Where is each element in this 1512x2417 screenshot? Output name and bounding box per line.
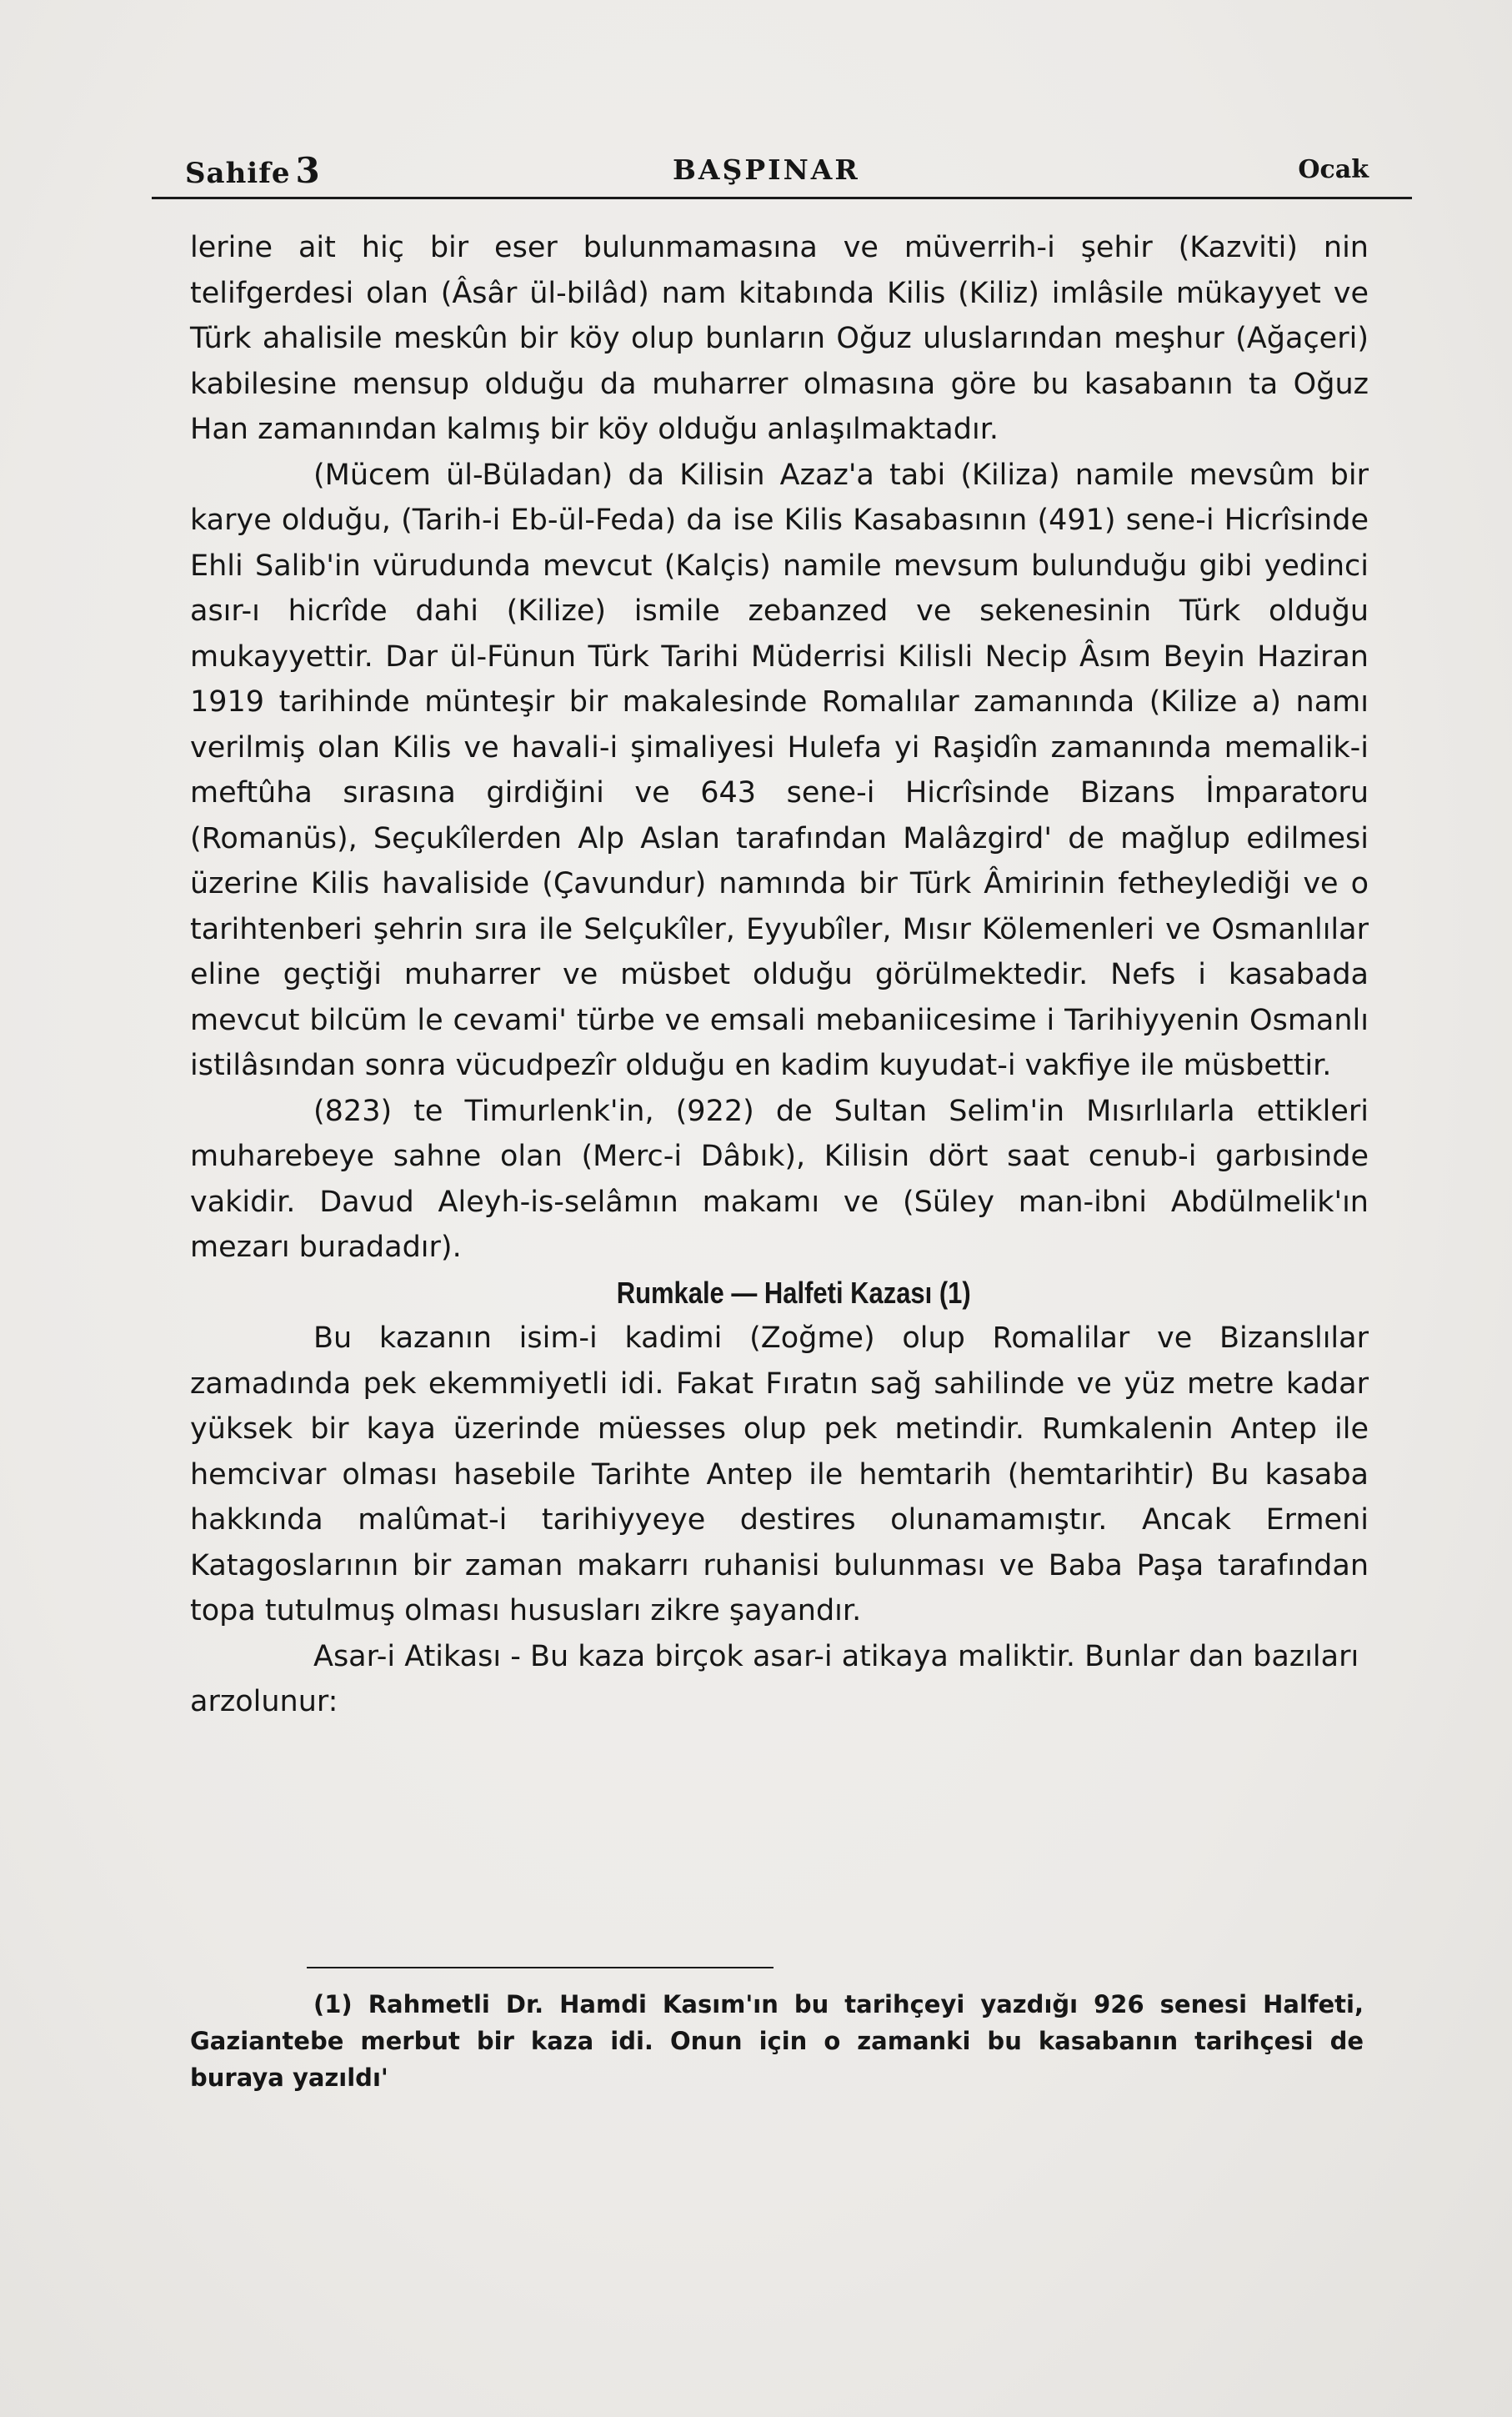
page-header [185,150,1369,192]
paragraph-rumkale: Bu kazanın isim-i kadimi (Zoğme) olup Romalilar ve Bizanslılar zamadında pek ekemmiyetli idi. Fakat Fıratın sağ sahilinde ve yüz metre kadar yüksek bir kaya üzerinde müesses olup pek metindir. Rumkalenin Antep ile hemcivar olması hasebile Tarihte Antep ile hemtarih (hemtarihtir) Bu kasaba hakkında malûmat-i tarihiyyeye destires olunamamıştır. Ancak Ermeni Katagoslarının bir zaman makarrı ruhanisi bulunması ve Baba Paşa tarafından topa tutulmuş olması hususları zikre şayandır. [190,1321,1369,1627]
footnote [190,1986,1364,2096]
issue-month: Ocak [1298,155,1369,184]
paragraph-merc-i-dabik: (823) te Timurlenk'in, (922) de Sultan Selim'in Mısırlılarla ettikleri muharebeye sahne olan (Merc-i Dâbık), Kilisin dört saat cenub-i garbısinde vakidir. Davud Aleyh-is-selâmın makamı ve (Süley man-ibni Abdülmelik'ın mezarı buradadır). [190,1094,1369,1264]
section-heading-rumkale: Rumkale — Halfeti Kazası (1) [616,1275,971,1310]
paragraph-mucem: (Mücem ül-Büladan) da Kilisin Azaz'a tabi (Kiliza) namile mevsûm bir karye olduğu, (Tarih-i Eb-ül-Feda) da ise Kilis Kasabasının (491) sene-i Hicrîsinde Ehli Salib'in vürudunda mevcut (Kalçis) namile mevsum bulunduğu gibi yedinci asır-ı hicrîde dahi (Kilize) ismile zebanzed ve sekenesinin Türk olduğu mukayyettir. Dar ül-Fünun Türk Tarihi Müderrisi Kilisli Necip Âsım Beyin Haziran 1919 tarihinde münteşir bir makalesinde Romalılar zamanında (Kilize a) namı verilmiş olan Kilis ve havali-i şimaliyesi Hulefa yi Raşidîn zamanında memalik-i meftûha sırasına girdiğini ve 643 sene-i Hicrîsinde Bizans İmparatoru (Romanüs), Seçukîlerden Alp Aslan tarafından Malâzgird' de mağlup edilmesi üzerine Kilis havaliside (Çavundur) namında bir Türk Âmirinin fetheylediği ve o tarihtenberi şehrin sıra ile Selçukîler, Eyyubîler, Mısır Kölemenleri ve Osmanlılar eline geçtiği muharrer ve müsbet olduğu görülmektedir. Nefs i kasabada mevcut bilcüm le cevami' türbe ve emsali mebaniicesime i Tarihiyyenin Osmanlı istilâsından sonra vücudpezîr olduğu en kadim kuyudat-i vakfiye ile müsbettir. [190,458,1369,1082]
page-label: Sahife [185,157,291,190]
journal-title: BAŞPINAR [673,153,860,186]
page-number-label [185,150,321,191]
header-rule [152,197,1412,199]
article-body [190,225,1369,1725]
paragraph-asar-i-atika: Asar-i Atikası - Bu kaza birçok asar-i atikaya maliktir. Bunlar dan bazıları arzolunur: [190,1639,1359,1718]
footnote-rule [307,1967,774,1968]
page-number: 3 [295,150,321,191]
footnote-text: (1) Rahmetli Dr. Hamdi Kasım'ın bu tarihçeyi yazdığı 926 senesi Halfeti, Gaziantebe merbut bir kaza idi. Onun için o zamanki bu kasabanın tarihçesi de buraya yazıldı' [190,1990,1364,2092]
paragraph-continuation: lerine ait hiç bir eser bulunmamasına ve müverrih-i şehir (Kazviti) nin telifgerdesi olan (Âsâr ül-bilâd) nam kitabında Kilis (Kiliz) imlâsile mükayyet ve Türk ahalisile meskûn bir köy olup bunların Oğuz uluslarından meşhur (Ağaçeri) kabilesine mensup olduğu da muharrer olmasına göre bu kasabanın ta Oğuz Han zamanından kalmış bir köy olduğu anlaşılmaktadır. [190,231,1369,446]
